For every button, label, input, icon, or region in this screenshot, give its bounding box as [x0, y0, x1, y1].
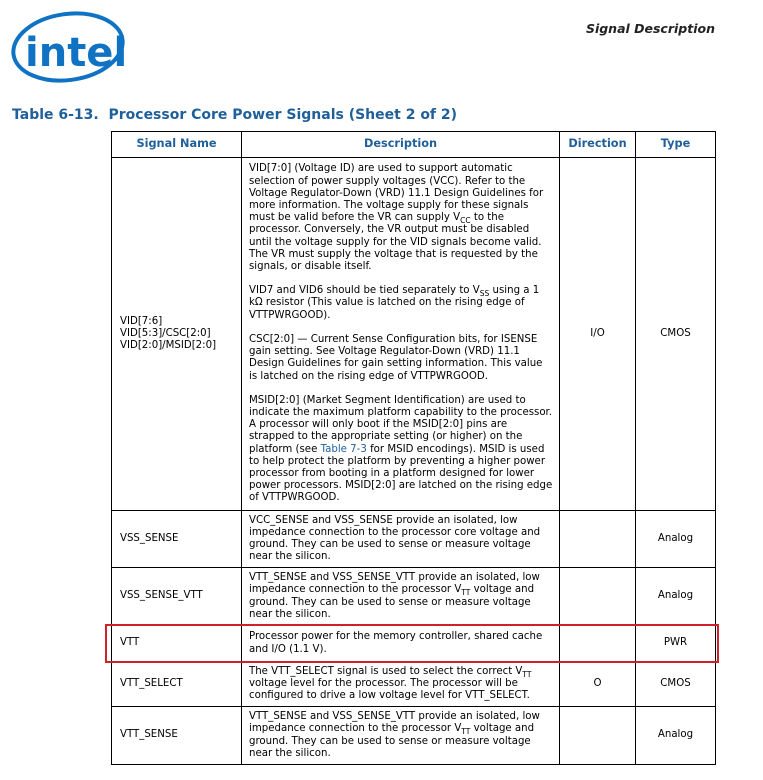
table-row [112, 568, 716, 626]
col-direction: Direction [560, 132, 636, 158]
description-cell: VTT_SENSE and VSS_SENSE_VTT provide an isolated, low impedance connection to the processor $V_{TT}$ voltage and ground. They can be used to sense or measure voltage near the silicon. [242, 568, 560, 626]
description-cell: Processor power for the memory controller, shared cache and I/O (1.1 V). [242, 626, 560, 662]
type-cell: Analog [636, 568, 716, 626]
direction-cell [560, 568, 636, 626]
signal-name: VID[5:3]/CSC[2:0] [120, 327, 211, 339]
description-cell: VCC_SENSE and VSS_SENSE provide an isolated, low impedance connection to the processor core voltage and ground. They can be used to sense or measure voltage near the silicon. [242, 511, 560, 568]
type-cell: Analog [636, 707, 716, 765]
type-cell: CMOS [636, 158, 716, 511]
direction-cell: O [560, 662, 636, 707]
description-paragraph: VID7 and VID6 should be tied separately to $V_{SS}$ using a 1 kΩ resistor (This value is latched on the rising edge of VTTPWRGOOD). [249, 285, 540, 321]
col-signal-name: Signal Name [112, 132, 242, 158]
description-cell: The VTT_SELECT signal is used to select the correct $V_{TT}$ voltage level for the processor. The processor will be configured to drive a low voltage level for VTT_SELECT. [242, 662, 560, 707]
description-paragraph: CSC[2:0] — Current Sense Configuration bits, for ISENSE gain setting. See Voltage Regulator-Down (VRD) 11.1 Design Guidelines for gain setting information. This value is latched on the rising edge of VTTPWRGOOD. [249, 333, 543, 382]
signal-name: VID[7:6] [120, 315, 163, 327]
direction-cell [560, 626, 636, 662]
description-paragraph: MSID[2:0] (Market Segment Identification) are used to indicate the maximum platform capability to the processor. A processor will only boot if the MSID[2:0] pins are strapped to the appropriate setting (or higher) on the platform (see Table 7-3 for MSID encodings). MSID is used to help protect the platform by preventing a higher power processor from booting in a platform designed for lower power processors. MSID[2:0] are latched on the rising edge of VTTPWRGOOD. [249, 394, 553, 504]
intel-logo [10, 10, 128, 88]
direction-cell: I/O [560, 158, 636, 511]
section-header: Signal Description [585, 21, 715, 36]
table-row [112, 158, 716, 511]
table-row [112, 626, 716, 662]
col-description: Description [242, 132, 560, 158]
table-title: Table 6-13. Processor Core Power Signals (Sheet 2 of 2) [12, 107, 458, 123]
description-paragraph: VID[7:0] (Voltage ID) are used to support automatic selection of power supply voltages (VCC). Refer to the Voltage Regulator-Down (VRD) 11.1 Design Guidelines for more information. The voltage supply for these signals must be valid before the VR can supply $V_{CC}$ to the processor. Conversely, the VR output must be disabled until the voltage supply for the VID signals become valid. The VR must supply the voltage that is requested by the signals, or disable itself. [249, 163, 544, 273]
type-cell: Analog [636, 511, 716, 568]
direction-cell [560, 707, 636, 765]
table-row [112, 511, 716, 568]
signal-name-cell: VSS_SENSE_VTT [112, 568, 242, 626]
description-cell [242, 158, 560, 511]
signal-name-cell: VSS_SENSE [112, 511, 242, 568]
signal-name: VID[2:0]/MSID[2:0] [120, 340, 217, 352]
table-header-row [112, 132, 716, 158]
table-row [112, 707, 716, 765]
direction-cell [560, 511, 636, 568]
description-cell: VTT_SENSE and VSS_SENSE_VTT provide an isolated, low impedance connection to the processor $V_{TT}$ voltage and ground. They can be used to sense or measure voltage near the silicon. [242, 707, 560, 765]
signal-name-cell: VTT [112, 626, 242, 662]
signal-name-cell: VTT_SENSE [112, 707, 242, 765]
signal-name-cell: VTT_SELECT [112, 662, 242, 707]
signal-table [111, 131, 716, 765]
intel-logo-text: intel [25, 30, 128, 76]
col-type: Type [636, 132, 716, 158]
type-cell: PWR [636, 626, 716, 662]
table-7-3-link[interactable]: Table 7-3 [320, 443, 367, 455]
table-row [112, 662, 716, 707]
signal-name-cell [112, 158, 242, 511]
type-cell: CMOS [636, 662, 716, 707]
